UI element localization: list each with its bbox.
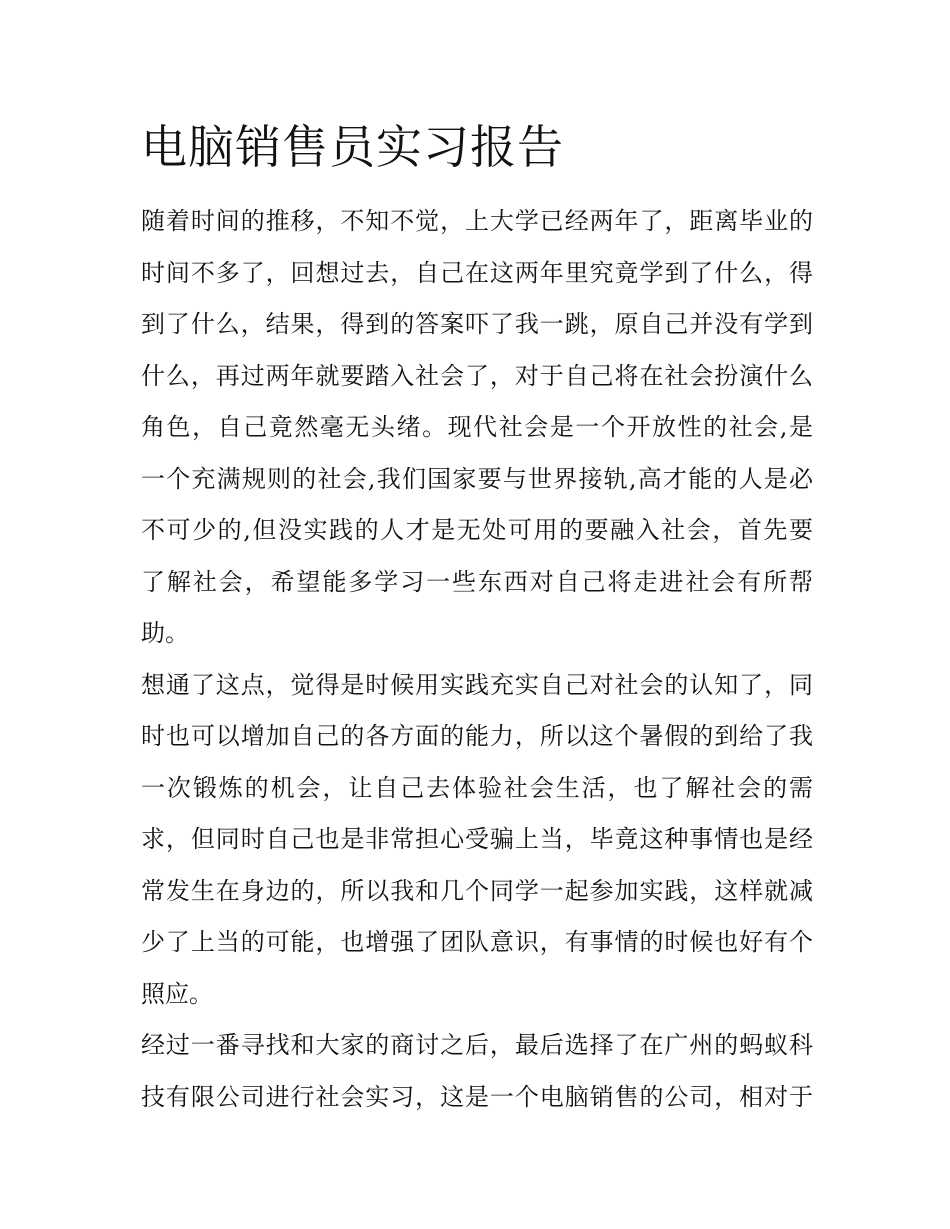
text-line: 随着时间的推移，不知不觉，上大学已经两年了，距离毕业的	[141, 207, 813, 235]
text-line: 照应。	[141, 979, 213, 1008]
text-line: 常发生在身边的，所以我和几个同学一起参加实践，这样就减	[141, 876, 813, 905]
text-line: 经过一番寻找和大家的商讨之后，最后选择了在广州的蚂蚁科	[141, 1031, 813, 1059]
text-line: 不可少的,但没实践的人才是无处可用的要融入社会，首先要	[141, 516, 813, 544]
text-line: 时间不多了，回想过去，自己在这两年里究竟学到了什么，得	[141, 258, 813, 287]
text-line: 一次锻炼的机会，让自己去体验社会生活，也了解社会的需	[141, 773, 813, 802]
text-line: 时也可以增加自己的各方面的能力，所以这个暑假的到给了我	[141, 722, 813, 750]
text-line: 助。	[141, 619, 189, 647]
document-body	[141, 116, 813, 1123]
paragraph-2	[141, 660, 813, 1021]
text-line: 技有限公司进行社会实习，这是一个电脑销售的公司，相对于	[141, 1082, 813, 1111]
text-line: 角色，自己竟然毫无头绪。现代社会是一个开放性的社会,是	[141, 413, 813, 441]
text-line: 了解社会，希望能多学习一些东西对自己将走进社会有所帮	[141, 567, 813, 596]
document-title: 电脑销售员实习报告	[141, 120, 564, 174]
text-line: 少了上当的可能，也增强了团队意识，有事情的时候也好有个	[141, 928, 813, 956]
text-line: 到了什么，结果，得到的答案吓了我一跳，原自己并没有学到	[141, 310, 813, 338]
text-line: 一个充满规则的社会,我们国家要与世界接轨,高才能的人是必	[141, 464, 813, 493]
text-line: 求，但同时自己也是非常担心受骗上当，毕竟这种事情也是经	[141, 825, 813, 853]
paragraph-3	[141, 1020, 813, 1123]
text-line: 什么，再过两年就要踏入社会了，对于自己将在社会扮演什么	[141, 361, 813, 390]
text-line: 想通了这点，觉得是时候用实践充实自己对社会的认知了，同	[141, 670, 813, 699]
paragraph-1	[141, 196, 813, 660]
